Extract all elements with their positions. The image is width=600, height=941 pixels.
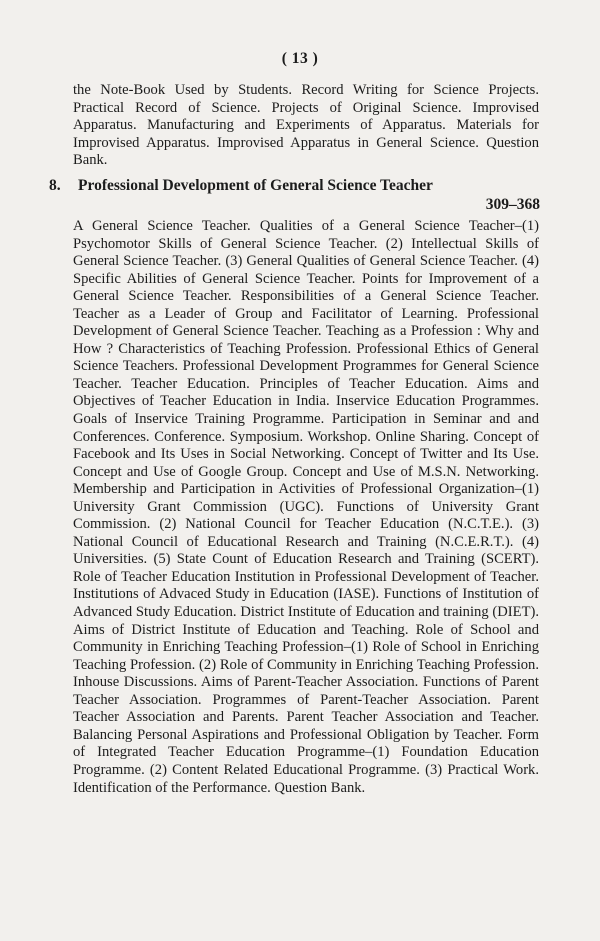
chapter-number: 8. <box>49 177 61 194</box>
chapter-page-range: 309–368 <box>485 196 540 213</box>
previous-chapter-contents: the Note-Book Used by Students. Record Writing for Science Projects. Practical Record of Science. Projects of Original Science. Improvised Apparatus. Manufacturing and Experiments of Apparatus. Materials for Improvised Apparatus. Improvised Apparatus in General Science. Question Bank. <box>73 82 539 169</box>
page-number: ( 13 ) <box>281 50 319 67</box>
chapter-title: Professional Development of General Science Teacher <box>78 177 433 194</box>
chapter-contents: A General Science Teacher. Qualities of a General Science Teacher–(1) Psychomotor Skills of General Science Teacher. (2) Intellectual Skills of General Science Teacher. (3) General Qualities of General Science Teacher. (4) Specific Abilities of General Science Teacher. Points for Improvement of a General Science Teacher. Responsibilities of a General Science Teacher. Teacher as a Leader of Group and Facilitator of Learning. Professional Development of General Science Teacher. Teaching as a Profession : Why and How ? Characteristics of Teaching Profession. Professional Ethics of General Science Teachers. Professional Development Programmes for General Science Teacher. Teacher Education. Principles of Teacher Education. Aims and Objectives of Teacher Education in India. Inservice Education Programmes. Goals of Inservice Training Programme. Participation in Seminar and and Conferences. Conference. Symposium. Workshop. Online Sharing. Concept of Facebook and Its Uses in Social Networking. Concept of Twitter and Its Use. Concept and Use of Google Group. Concept and Use of M.S.N. Networking. Membership and Participation in Activities of Professional Organization–(1) University Grant Commission (UGC). Functions of University Grant Commission. (2) National Council for Teacher Education (N.C.T.E.). (3) National Council of Educational Research and Training (N.C.E.R.T.). (4) Universities. (5) State Count of Education Research and Training (SCERT). Role of Teacher Education Institution in Professional Development of Teacher. Institutions of Advaced Study in Education (IASE). Functions of Institution of Advanced Study Education. District Institute of Education and training (DIET). Aims of District Institute of Education and Teaching. Role of School and Community in Enriching Teaching Profession–(1) Role of School in Enriching Teaching Profession. (2) Role of Community in Enriching Teaching Profession. Inhouse Discussions. Aims of Parent-Teacher Association. Functions of Parent Teacher Association. Programmes of Parent-Teacher Association. Parent Teacher Association and Parents. Parent Teacher Association and Teacher. Balancing Personal Aspirations and Professional Obligation by Teacher. Form of Integrated Teacher Education Programme–(1) Foundation Education Programme. (2) Content Related Educational Programme. (3) Practical Work. Identification of the Performance. Question Bank. <box>73 218 539 796</box>
